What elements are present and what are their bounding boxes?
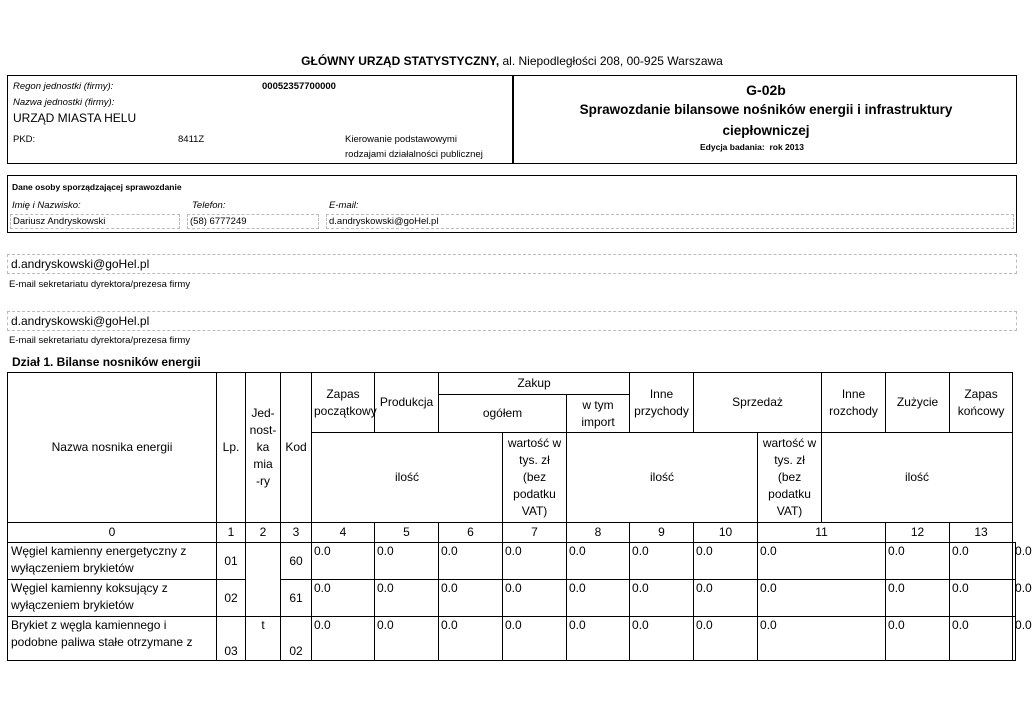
column-number: 7	[503, 523, 567, 543]
row-lp: 03	[217, 617, 246, 661]
row-code: 60	[281, 543, 312, 580]
header-production: Produkcja	[375, 373, 439, 433]
value-cell[interactable]: 0.0	[439, 543, 503, 580]
value-cell[interactable]: 0.0	[503, 617, 567, 661]
pkd-description-1: Kierowanie podstawowymi	[345, 134, 457, 145]
contact-phone-field[interactable]: (58) 6777249	[187, 214, 319, 229]
pkd-label: PKD:	[13, 134, 36, 145]
table-row	[8, 617, 1016, 661]
form-title-2: ciepłowniczej	[722, 123, 810, 138]
header-unit-text: Jed- nost- ka mia -ry	[249, 406, 277, 488]
header-lp: Lp.	[217, 373, 246, 523]
contact-name-field[interactable]: Dariusz Andryskowski	[10, 214, 180, 229]
value-cell[interactable]: 0.0	[439, 580, 503, 617]
value-cell[interactable]: 0.0	[758, 617, 886, 661]
value-cell[interactable]: 0.0	[503, 543, 567, 580]
value-cell[interactable]: 0.0	[886, 617, 950, 661]
header-purchase-import	[567, 395, 630, 433]
header-quantity-1: ilość	[312, 433, 503, 523]
header-closing-stock-text: Zapas końcowy	[957, 386, 1005, 418]
column-number: 8	[567, 523, 630, 543]
header-quantity-2: ilość	[567, 433, 758, 523]
director-email-field-1[interactable]: d.andryskowski@goHel.pl	[7, 254, 1017, 274]
column-number: 13	[950, 523, 1013, 543]
value-cell[interactable]: 0.0	[694, 580, 758, 617]
value-cell[interactable]: 0.0	[312, 543, 375, 580]
institution-address: al. Niepodległości 208, 00-925 Warszawa	[499, 54, 723, 68]
value-cell[interactable]: 0.0	[630, 580, 694, 617]
table-row	[8, 543, 1016, 580]
column-number: 0	[8, 523, 217, 543]
column-number: 11	[758, 523, 886, 543]
value-cell[interactable]: 0.0	[375, 543, 439, 580]
value-cell[interactable]: 0.0	[1013, 580, 1016, 617]
header-value-2	[758, 433, 822, 523]
unit-name-value: URZĄD MIASTA HELU	[13, 111, 137, 125]
column-number: 1	[217, 523, 246, 543]
value-cell[interactable]: 0.0	[312, 580, 375, 617]
value-cell[interactable]: 0.0	[630, 617, 694, 661]
unit-name-label: Nazwa jednostki (firmy):	[13, 97, 115, 108]
header-name: Nazwa nosnika energii	[8, 373, 217, 523]
value-cell[interactable]: 0.0	[950, 617, 1013, 661]
section1-title: Dział 1. Bilanse nosników energii	[12, 355, 201, 369]
value-cell[interactable]: 0.0	[439, 617, 503, 661]
row-name: Węgiel kamienny koksujący z wyłączeniem brykietów	[8, 580, 217, 617]
header-other-income	[630, 373, 694, 433]
header-code: Kod	[281, 373, 312, 523]
row-unit	[246, 543, 281, 617]
header-quantity-3: ilość	[822, 433, 1013, 523]
column-number-row	[8, 523, 1016, 543]
column-number: 9	[630, 523, 694, 543]
value-cell[interactable]: 0.0	[758, 543, 886, 580]
contact-phone-label: Telefon:	[192, 200, 226, 211]
column-number: 5	[375, 523, 439, 543]
row-name: Węgiel kamienny energetyczny z wyłączeniem brykietów	[8, 543, 217, 580]
value-cell[interactable]: 0.0	[1013, 543, 1016, 580]
column-number: 3	[281, 523, 312, 543]
value-cell[interactable]: 0.0	[886, 580, 950, 617]
column-number: 10	[694, 523, 758, 543]
column-number: 6	[439, 523, 503, 543]
value-cell[interactable]: 0.0	[950, 580, 1013, 617]
header-consumption: Zużycie	[886, 373, 950, 433]
value-cell[interactable]: 0.0	[375, 580, 439, 617]
form-code: G-02b	[746, 82, 786, 98]
header-purchase: Zakup	[439, 373, 630, 395]
form-title-1: Sprawozdanie bilansowe nośników energii i infrastruktury	[579, 102, 953, 117]
header-other-outflow	[822, 373, 886, 433]
edition	[700, 142, 804, 152]
row-code: 61	[281, 580, 312, 617]
regon-label: Regon jednostki (firmy):	[13, 81, 114, 92]
value-cell[interactable]: 0.0	[567, 543, 630, 580]
row-lp: 02	[217, 580, 246, 617]
edition-value: rok 2013	[769, 142, 804, 152]
value-cell[interactable]: 0.0	[567, 617, 630, 661]
row-lp: 01	[217, 543, 246, 580]
row-code: 02	[281, 617, 312, 661]
column-number: 4	[312, 523, 375, 543]
value-cell[interactable]: 0.0	[694, 617, 758, 661]
director-email-label-2: E-mail sekretariatu dyrektora/prezesa firmy	[9, 335, 191, 346]
header-opening-stock	[312, 373, 375, 433]
pkd-description-2: rodzajami działalności publicznej	[345, 149, 483, 160]
value-cell[interactable]: 0.0	[503, 580, 567, 617]
value-cell[interactable]: 0.0	[694, 543, 758, 580]
page-header	[0, 54, 1024, 68]
header-closing-stock	[950, 373, 1013, 433]
value-cell[interactable]: 0.0	[1013, 617, 1016, 661]
contact-name-label: Imię i Nazwisko:	[12, 200, 81, 211]
header-other-outflow-text: Inne rozchody	[829, 386, 878, 418]
value-cell[interactable]: 0.0	[375, 617, 439, 661]
value-cell[interactable]: 0.0	[567, 580, 630, 617]
edition-label: Edycja badania:	[700, 142, 765, 152]
row-unit: t	[246, 617, 281, 661]
value-cell[interactable]: 0.0	[758, 580, 886, 617]
header-purchase-total: ogółem	[439, 395, 567, 433]
header-value-1	[503, 433, 567, 523]
header-opening-stock-text: Zapas początkowy	[314, 386, 377, 418]
value-cell[interactable]: 0.0	[886, 543, 950, 580]
header-sale: Sprzedaż	[694, 373, 822, 433]
value-cell[interactable]: 0.0	[950, 543, 1013, 580]
column-number: 2	[246, 523, 281, 543]
table-row	[8, 580, 1016, 617]
value-cell[interactable]: 0.0	[630, 543, 694, 580]
header-value-1-text: wartość w tys. zł (bez podatku VAT)	[507, 436, 562, 518]
contact-email-field[interactable]: d.andryskowski@goHel.pl	[326, 214, 1014, 229]
regon-value: 00052357700000	[262, 81, 336, 92]
director-email-field-2[interactable]: d.andryskowski@goHel.pl	[7, 311, 1017, 331]
unit-info-box	[7, 75, 513, 164]
column-number: 12	[886, 523, 950, 543]
header-purchase-import-text: w tym import	[581, 397, 615, 429]
row-name: Brykiet z węgla kamiennego i podobne paliwa stałe otrzymane z	[8, 617, 217, 661]
pkd-value: 8411Z	[178, 134, 205, 145]
header-other-income-text: Inne przychody	[634, 386, 689, 418]
contact-email-label: E-mail:	[329, 200, 359, 211]
header-unit	[246, 373, 281, 523]
energy-balance-table	[7, 372, 1032, 661]
institution-name: GŁÓWNY URZĄD STATYSTYCZNY,	[301, 54, 500, 68]
contact-section-label: Dane osoby sporządzającej sprawozdanie	[12, 182, 182, 192]
contact-box	[7, 175, 1017, 233]
director-email-label-1: E-mail sekretariatu dyrektora/prezesa firmy	[9, 279, 191, 290]
header-value-2-text: wartość w tys. zł (bez podatku VAT)	[762, 436, 817, 518]
form-info-box	[513, 75, 1017, 164]
value-cell[interactable]: 0.0	[312, 617, 375, 661]
